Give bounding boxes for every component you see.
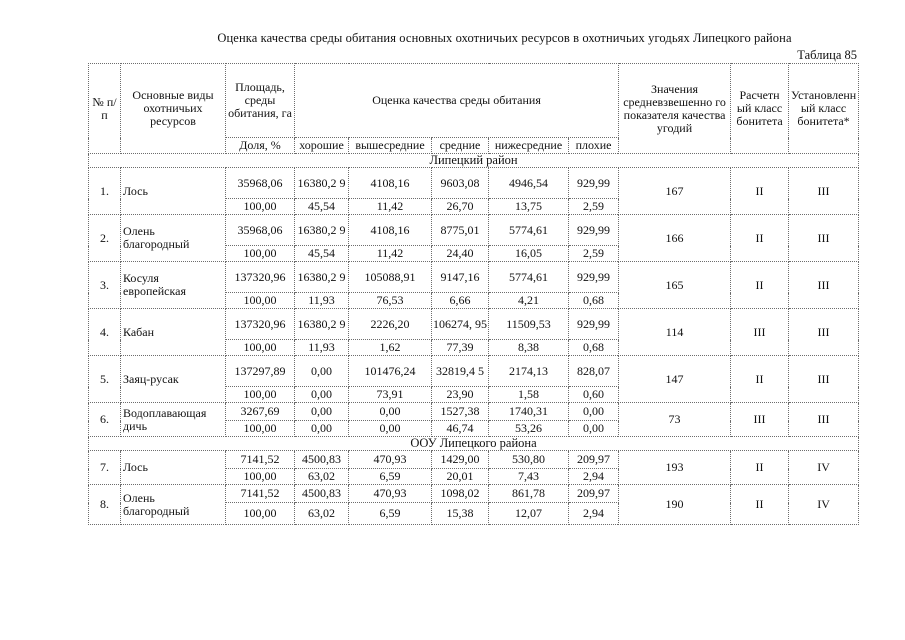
row-good-pct: 0,00 [295, 421, 349, 437]
row-avg: 9603,08 [432, 168, 489, 199]
row-species: Олень благородный [121, 215, 226, 262]
row-avg: 1429,00 [432, 451, 489, 469]
row-above-avg-pct: 73,91 [349, 387, 432, 403]
row-good-pct: 63,02 [295, 469, 349, 485]
row-poor-pct: 2,94 [569, 503, 619, 525]
row-share: 100,00 [226, 503, 295, 525]
table-row [89, 262, 859, 293]
row-avg-pct: 6,66 [432, 293, 489, 309]
col-header-calc-class: Расчетн ый класс бонитета [731, 64, 789, 154]
col-header-below-avg: нижесредние [489, 138, 569, 154]
row-good: 16380,2 9 [295, 262, 349, 293]
row-above-avg: 4108,16 [349, 215, 432, 246]
row-species: Лось [121, 168, 226, 215]
row-above-avg-pct: 6,59 [349, 503, 432, 525]
col-header-share: Доля, % [226, 138, 295, 154]
row-number: 8. [89, 485, 121, 525]
row-above-avg: 4108,16 [349, 168, 432, 199]
row-weighted: 147 [619, 356, 731, 403]
row-species: Кабан [121, 309, 226, 356]
col-header-avg: средние [432, 138, 489, 154]
row-above-avg: 0,00 [349, 403, 432, 421]
row-below-avg: 5774,61 [489, 262, 569, 293]
row-above-avg-pct: 0,00 [349, 421, 432, 437]
row-area: 7141,52 [226, 485, 295, 503]
row-number: 3. [89, 262, 121, 309]
row-above-avg: 470,93 [349, 451, 432, 469]
row-share: 100,00 [226, 293, 295, 309]
row-below-avg-pct: 16,05 [489, 246, 569, 262]
col-header-species: Основные виды охотничьих ресурсов [121, 64, 226, 154]
row-number: 4. [89, 309, 121, 356]
table-title: Оценка качества среды обитания основных охотничьих ресурсов в охотничьих угодьях Липецкого района [217, 31, 792, 45]
row-set-class: III [789, 356, 859, 403]
row-above-avg-pct: 11,42 [349, 246, 432, 262]
row-good-pct: 11,93 [295, 340, 349, 356]
row-area: 137320,96 [226, 262, 295, 293]
row-weighted: 193 [619, 451, 731, 485]
row-avg: 32819,4 5 [432, 356, 489, 387]
row-good-pct: 0,00 [295, 387, 349, 403]
row-avg: 9147,16 [432, 262, 489, 293]
row-above-avg-pct: 1,62 [349, 340, 432, 356]
row-below-avg: 11509,53 [489, 309, 569, 340]
row-avg-pct: 24,40 [432, 246, 489, 262]
row-above-avg: 101476,24 [349, 356, 432, 387]
row-poor-pct: 0,68 [569, 293, 619, 309]
row-poor: 0,00 [569, 403, 619, 421]
row-poor: 209,97 [569, 485, 619, 503]
row-share: 100,00 [226, 246, 295, 262]
row-avg: 8775,01 [432, 215, 489, 246]
row-set-class: III [789, 215, 859, 262]
row-above-avg-pct: 76,53 [349, 293, 432, 309]
row-share: 100,00 [226, 340, 295, 356]
row-below-avg-pct: 7,43 [489, 469, 569, 485]
table-row [89, 356, 859, 387]
row-poor-pct: 0,00 [569, 421, 619, 437]
col-header-poor: плохие [569, 138, 619, 154]
row-above-avg-pct: 6,59 [349, 469, 432, 485]
row-above-avg: 470,93 [349, 485, 432, 503]
row-area: 3267,69 [226, 403, 295, 421]
row-weighted: 114 [619, 309, 731, 356]
col-header-above-avg: вышесредние [349, 138, 432, 154]
row-calc-class: II [731, 215, 789, 262]
row-species: Заяц-русак [121, 356, 226, 403]
col-header-area: Площадь, среды обитания, га [226, 64, 295, 138]
row-avg: 1098,02 [432, 485, 489, 503]
table-row [89, 168, 859, 199]
row-good-pct: 11,93 [295, 293, 349, 309]
table-row [89, 309, 859, 340]
row-share: 100,00 [226, 199, 295, 215]
row-good: 0,00 [295, 403, 349, 421]
row-set-class: IV [789, 451, 859, 485]
row-good: 4500,83 [295, 451, 349, 469]
table-number: Таблица 85 [797, 48, 857, 62]
section-title: ООУ Липецкого района [89, 437, 859, 451]
row-below-avg-pct: 1,58 [489, 387, 569, 403]
row-poor-pct: 2,59 [569, 199, 619, 215]
row-share: 100,00 [226, 387, 295, 403]
table-row [89, 485, 859, 503]
row-good: 16380,2 9 [295, 309, 349, 340]
row-good: 16380,2 9 [295, 168, 349, 199]
row-good-pct: 45,54 [295, 199, 349, 215]
row-good: 4500,83 [295, 485, 349, 503]
row-set-class: III [789, 403, 859, 437]
col-header-quality: Оценка качества среды обитания [295, 64, 619, 138]
row-avg-pct: 15,38 [432, 503, 489, 525]
row-area: 35968,06 [226, 215, 295, 246]
col-header-weighted: Значения средневзвешенно го показателя качества угодий [619, 64, 731, 154]
row-set-class: III [789, 168, 859, 215]
row-good-pct: 63,02 [295, 503, 349, 525]
row-avg: 1527,38 [432, 403, 489, 421]
row-weighted: 165 [619, 262, 731, 309]
row-species: Олень благородный [121, 485, 226, 525]
row-below-avg-pct: 13,75 [489, 199, 569, 215]
row-poor: 929,99 [569, 215, 619, 246]
row-below-avg-pct: 8,38 [489, 340, 569, 356]
row-avg-pct: 46,74 [432, 421, 489, 437]
row-avg-pct: 20,01 [432, 469, 489, 485]
row-poor-pct: 0,60 [569, 387, 619, 403]
row-area: 137320,96 [226, 309, 295, 340]
habitat-quality-table [88, 63, 859, 525]
row-below-avg: 4946,54 [489, 168, 569, 199]
row-avg: 106274, 95 [432, 309, 489, 340]
table-row [89, 215, 859, 246]
row-weighted: 190 [619, 485, 731, 525]
row-good: 16380,2 9 [295, 215, 349, 246]
row-below-avg: 2174,13 [489, 356, 569, 387]
row-set-class: IV [789, 485, 859, 525]
row-calc-class: II [731, 168, 789, 215]
row-number: 5. [89, 356, 121, 403]
row-calc-class: III [731, 403, 789, 437]
row-below-avg-pct: 12,07 [489, 503, 569, 525]
row-above-avg: 2226,20 [349, 309, 432, 340]
row-weighted: 166 [619, 215, 731, 262]
col-header-set-class: Установленн ый класс бонитета* [789, 64, 859, 154]
row-area: 137297,89 [226, 356, 295, 387]
row-number: 1. [89, 168, 121, 215]
row-avg-pct: 26,70 [432, 199, 489, 215]
row-poor-pct: 2,59 [569, 246, 619, 262]
row-species: Косуля европейская [121, 262, 226, 309]
row-calc-class: II [731, 262, 789, 309]
row-share: 100,00 [226, 421, 295, 437]
row-species: Лось [121, 451, 226, 485]
row-poor-pct: 2,94 [569, 469, 619, 485]
table-row [89, 403, 859, 421]
row-set-class: III [789, 309, 859, 356]
row-calc-class: III [731, 309, 789, 356]
row-below-avg: 861,78 [489, 485, 569, 503]
row-species: Водоплавающая дичь [121, 403, 226, 437]
row-poor: 929,99 [569, 262, 619, 293]
row-below-avg-pct: 4,21 [489, 293, 569, 309]
row-number: 2. [89, 215, 121, 262]
row-weighted: 167 [619, 168, 731, 215]
section-title: Липецкий район [89, 154, 859, 168]
row-below-avg: 530,80 [489, 451, 569, 469]
row-calc-class: II [731, 356, 789, 403]
row-poor: 929,99 [569, 309, 619, 340]
row-above-avg: 105088,91 [349, 262, 432, 293]
row-poor: 828,07 [569, 356, 619, 387]
row-share: 100,00 [226, 469, 295, 485]
row-area: 7141,52 [226, 451, 295, 469]
row-number: 7. [89, 451, 121, 485]
row-weighted: 73 [619, 403, 731, 437]
row-calc-class: II [731, 485, 789, 525]
col-header-good: хорошие [295, 138, 349, 154]
row-avg-pct: 77,39 [432, 340, 489, 356]
row-below-avg: 5774,61 [489, 215, 569, 246]
row-poor: 209,97 [569, 451, 619, 469]
row-set-class: III [789, 262, 859, 309]
row-below-avg: 1740,31 [489, 403, 569, 421]
row-calc-class: II [731, 451, 789, 485]
row-below-avg-pct: 53,26 [489, 421, 569, 437]
row-avg-pct: 23,90 [432, 387, 489, 403]
row-area: 35968,06 [226, 168, 295, 199]
row-number: 6. [89, 403, 121, 437]
col-header-num: № п/п [89, 64, 121, 154]
row-above-avg-pct: 11,42 [349, 199, 432, 215]
row-poor-pct: 0,68 [569, 340, 619, 356]
row-good-pct: 45,54 [295, 246, 349, 262]
table-row [89, 451, 859, 469]
row-good: 0,00 [295, 356, 349, 387]
row-poor: 929,99 [569, 168, 619, 199]
